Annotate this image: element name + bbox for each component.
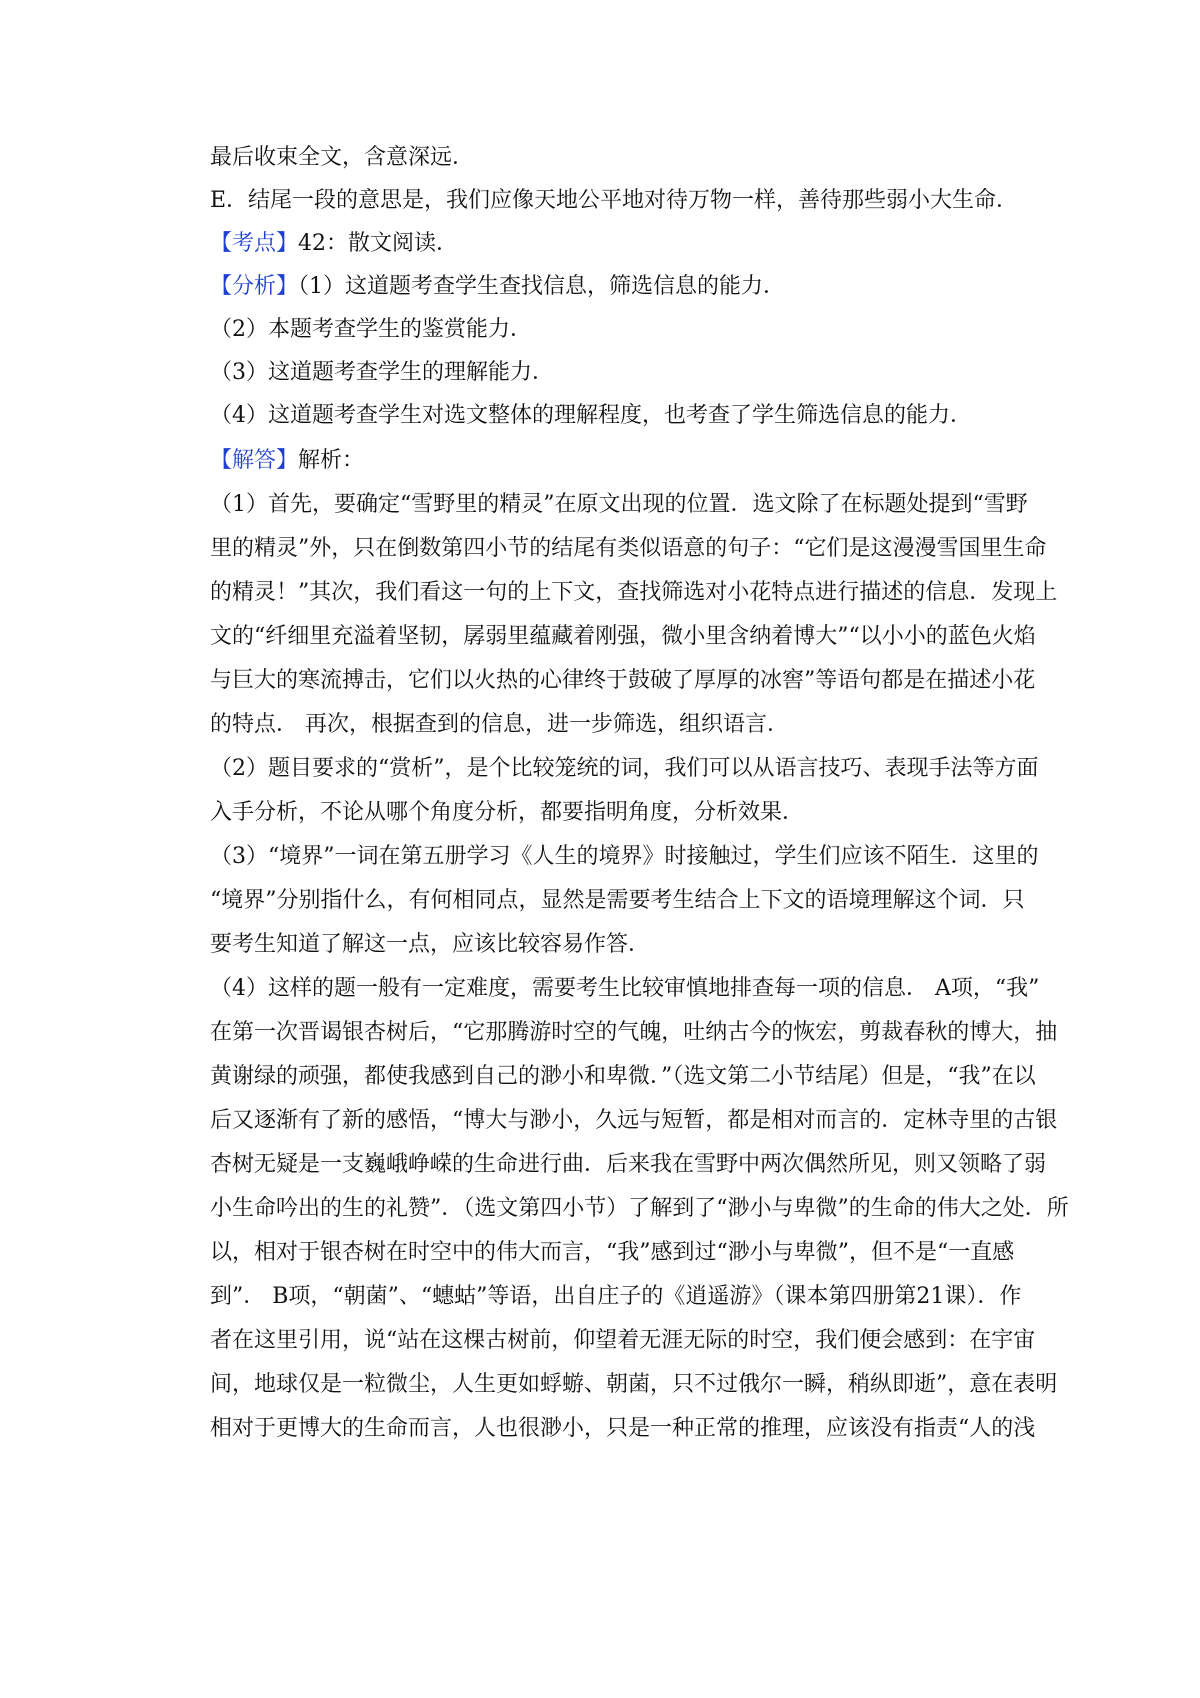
text-line: 后又逐渐有了新的感悟，“博大与渺小，久远与短暂，都是相对而言的．定林寺里的古银 xyxy=(210,1108,1058,1133)
text-line: （4）这样的题一般有一定难度，需要考生比较审慎地排查每一项的信息． A项，“我” xyxy=(210,976,1040,1001)
text-line: （2）本题考查学生的鉴赏能力． xyxy=(210,317,532,342)
text-line: （3）这道题考查学生的理解能力． xyxy=(210,360,554,385)
text-line: （4）这道题考查学生对选文整体的理解程度，也考查了学生筛选信息的能力． xyxy=(210,403,972,428)
kaodian-tag: 【考点】 xyxy=(210,231,299,256)
text-line: 以，相对于银杏树在时空中的伟大而言，“我”感到过“渺小与卑微”，但不是“一直感 xyxy=(210,1240,1015,1265)
text-line: 小生命吟出的生的礼赞”．（选文第四小节）了解到了“渺小与卑微”的生命的伟大之处．所 xyxy=(210,1196,1069,1221)
text-line: （3）“境界”一词在第五册学习《人生的境界》时接触过，学生们应该不陌生．这里的 xyxy=(210,844,1039,869)
text-line: 相对于更博大的生命而言，人也很渺小，只是一种正常的推理，应该没有指责“人的浅 xyxy=(210,1416,1036,1441)
text-line: 的精灵！”其次，我们看这一句的上下文，查找筛选对小花特点进行描述的信息．发现上 xyxy=(210,580,1058,605)
text-line: 间，地球仅是一粒微尘，人生更如蜉蝣、朝菌，只不过俄尔一瞬，稍纵即逝”，意在表明 xyxy=(210,1372,1058,1397)
option-e-line: E．结尾一段的意思是，我们应像天地公平地对待万物一样，善待那些弱小大生命． xyxy=(210,188,1019,213)
text-line: （2）题目要求的“赏析”，是个比较笼统的词，我们可以从语言技巧、表现手法等方面 xyxy=(210,756,1039,781)
text-line: 要考生知道了解这一点，应该比较容易作答． xyxy=(210,932,651,957)
fenxi-line: 【分析】（1）这道题考查学生查找信息，筛选信息的能力． xyxy=(210,274,786,299)
fenxi-tag: 【分析】 xyxy=(210,274,299,299)
text-line: 里的精灵”外，只在倒数第四小节的结尾有类似语意的句子：“它们是这漫漫雪国里生命 xyxy=(210,536,1047,561)
text-line: 到”． B项，“朝菌”、“蟪蛄”等语，出自庄子的《逍遥游》（课本第四册第21课）．作 xyxy=(210,1284,1022,1309)
text-line: 者在这里引用，说“站在这棵古树前，仰望着无涯无际的时空，我们便会感到：在宇宙 xyxy=(210,1328,1036,1353)
text-line: 与巨大的寒流搏击，它们以火热的心律终于鼓破了厚厚的冰窖”等语句都是在描述小花 xyxy=(210,668,1036,693)
text-line: 最后收束全文，含意深远． xyxy=(210,145,475,170)
text-line: 文的“纤细里充溢着坚韧，孱弱里蕴藏着刚强，微小里含纳着博大”“以小小的蓝色火焰 xyxy=(210,624,1036,649)
text-line: 的特点． 再次，根据查到的信息，进一步筛选，组织语言． xyxy=(210,712,789,737)
text-line: “境界”分别指什么，有何相同点，显然是需要考生结合上下文的语境理解这个词．只 xyxy=(210,888,1025,913)
jieda-line: 【解答】解析： xyxy=(210,448,365,473)
text-line: 杏树无疑是一支巍峨峥嵘的生命进行曲．后来我在雪野中两次偶然所见，则又领略了弱 xyxy=(210,1152,1047,1177)
text-line: （1）首先，要确定“雪野里的精灵”在原文出现的位置．选文除了在标题处提到“雪野 xyxy=(210,492,1028,517)
text-line: 黄谢绿的顽强，都使我感到自己的渺小和卑微．”（选文第二小节结尾）但是，“我”在以 xyxy=(210,1064,1036,1089)
jieda-tag: 【解答】 xyxy=(210,448,299,473)
text-line: 入手分析，不论从哪个角度分析，都要指明角度，分析效果． xyxy=(210,800,805,825)
text-line: 在第一次晋谒银杏树后，“它那腾游时空的气魄，吐纳古今的恢宏，剪裁春秋的博大，抽 xyxy=(210,1020,1058,1045)
kaodian-line: 【考点】42：散文阅读． xyxy=(210,231,459,256)
